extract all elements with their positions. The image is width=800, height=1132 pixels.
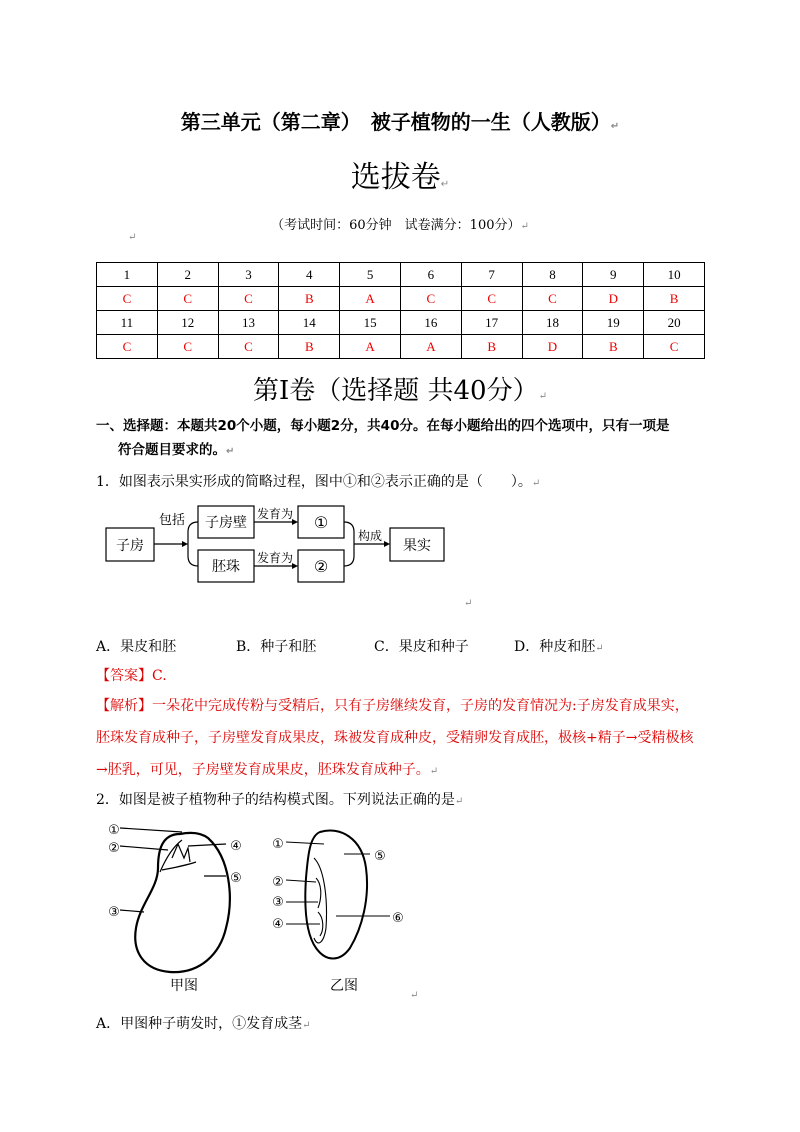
- fruit-formation-diagram: [100, 498, 460, 588]
- answer-table-cell: 2: [157, 263, 218, 287]
- subtitle-text: 选拔卷: [350, 160, 441, 195]
- blank-2: ②: [313, 557, 329, 576]
- answer-table-cell: 3: [218, 263, 279, 287]
- ovary-wall-label: 子房壁: [205, 515, 247, 531]
- answer-table-answer-row: [97, 287, 705, 311]
- answer-table-cell: 15: [340, 311, 401, 335]
- document-subtitle: 选拔卷↵: [350, 160, 450, 195]
- answer-table-cell: C: [97, 335, 158, 359]
- answer-table-cell: B: [461, 335, 522, 359]
- answer-table-cell: 4: [279, 263, 340, 287]
- answer-table-cell: C: [97, 287, 158, 311]
- answer-table-cell: C: [218, 287, 279, 311]
- answer-table-cell: 1: [97, 263, 158, 287]
- answer-table-cell: 7: [461, 263, 522, 287]
- q1-analysis-line-2: 胚珠发育成种子，子房壁发育成果皮，珠被发育成种皮，受精卵发育成胚，极核+精子→受精极核: [96, 730, 694, 746]
- answer-table-cell: 11: [97, 311, 158, 335]
- include-label: 包括: [158, 513, 186, 528]
- left-label-4: ④: [230, 839, 242, 854]
- left-label-2: ②: [108, 841, 120, 856]
- answer-table-answer-row: [97, 335, 705, 359]
- section-title-text: 第Ⅰ卷（选择题 共40分）: [252, 376, 539, 406]
- answer-table-cell: A: [340, 287, 401, 311]
- answer-table-cell: A: [400, 335, 461, 359]
- right-label-1: ①: [272, 837, 284, 852]
- q1-stem: 1．如图表示果实形成的简略过程，图中①和②表示正确的是（ ）。↵: [96, 474, 541, 490]
- left-label-1: ①: [108, 823, 120, 838]
- exam-info-text: （考试时间：60分钟 试卷满分：100分）: [271, 218, 521, 233]
- answer-table-cell: C: [644, 335, 705, 359]
- answer-table-cell: B: [279, 335, 340, 359]
- develop-label-1: 发育为: [256, 507, 294, 521]
- left-label-5: ⑤: [230, 871, 242, 886]
- q1-option-d[interactable]: D．种皮和胚↵: [514, 639, 604, 655]
- q1-option-c[interactable]: C．果皮和种子: [374, 639, 469, 655]
- form-label: 构成: [357, 529, 383, 543]
- right-label-6: ⑥: [392, 911, 404, 926]
- answer-table-cell: 16: [400, 311, 461, 335]
- q2-option-a[interactable]: A．甲图种子萌发时，①发育成茎↵: [96, 1016, 311, 1032]
- document-title: 第三单元（第二章） 被子植物的一生（人教版）↵: [180, 110, 620, 134]
- answer-table-cell: 6: [400, 263, 461, 287]
- answer-table-number-row: [97, 311, 705, 335]
- answer-table-cell: C: [461, 287, 522, 311]
- answer-table-cell: 19: [583, 311, 644, 335]
- paragraph-mark: ↵: [410, 990, 419, 1001]
- instruction-line-2: 符合题目要求的。↵: [118, 442, 235, 458]
- q1-option-a[interactable]: A．果皮和胚: [96, 639, 177, 655]
- q1-analysis-line-1: 【解析】一朵花中完成传粉与受精后，只有子房继续发育，子房的发育情况为:子房发育成果实，: [96, 698, 689, 714]
- answer-table-cell: 9: [583, 263, 644, 287]
- seed-structure-figure: [100, 818, 420, 996]
- left-label-3: ③: [108, 905, 120, 920]
- exam-info: （考试时间：60分钟 试卷满分：100分）↵: [271, 218, 529, 233]
- ovule-label: 胚珠: [212, 559, 240, 575]
- answer-table-cell: B: [279, 287, 340, 311]
- answer-table-cell: C: [157, 335, 218, 359]
- right-label-2: ②: [272, 875, 284, 890]
- paragraph-mark: ↵: [464, 598, 473, 609]
- answer-table-cell: C: [400, 287, 461, 311]
- answer-table-cell: C: [218, 335, 279, 359]
- left-caption: 甲图: [170, 978, 198, 994]
- answer-table-cell: 17: [461, 311, 522, 335]
- fruit-label: 果实: [403, 538, 431, 554]
- answer-table-cell: C: [157, 287, 218, 311]
- answer-table-cell: 12: [157, 311, 218, 335]
- instruction-line-1: 一、选择题：本题共20个小题，每小题2分，共40分。在每小题给出的四个选项中，只有一项是: [96, 418, 670, 434]
- answer-table-cell: 10: [644, 263, 705, 287]
- answer-table-cell: 18: [522, 311, 583, 335]
- answer-table-cell: 8: [522, 263, 583, 287]
- q1-option-b[interactable]: B．种子和胚: [236, 639, 317, 655]
- section-title: 第Ⅰ卷（选择题 共40分）↵: [252, 376, 547, 406]
- blank-1: ①: [313, 513, 329, 532]
- answer-table-cell: D: [522, 335, 583, 359]
- answer-table-cell: 13: [218, 311, 279, 335]
- title-text: 第三单元（第二章） 被子植物的一生（人教版）: [180, 110, 611, 134]
- right-label-5: ⑤: [374, 849, 386, 864]
- answer-table-number-row: [97, 263, 705, 287]
- paragraph-mark: ↵: [128, 232, 137, 243]
- answer-table-cell: A: [340, 335, 401, 359]
- q1-analysis-line-3: →胚乳，可见，子房壁发育成果皮，胚珠发育成种子。↵: [96, 762, 439, 778]
- answer-table-cell: C: [522, 287, 583, 311]
- right-label-3: ③: [272, 895, 284, 910]
- answer-table-cell: B: [583, 335, 644, 359]
- answer-table-cell: 20: [644, 311, 705, 335]
- answer-table: [96, 262, 705, 359]
- ovary-label: 子房: [116, 538, 144, 554]
- answer-table-cell: 5: [340, 263, 401, 287]
- right-caption: 乙图: [330, 978, 358, 994]
- right-label-4: ④: [272, 917, 284, 932]
- develop-label-2: 发育为: [256, 551, 294, 565]
- q1-answer: 【答案】C.: [96, 668, 167, 684]
- q2-stem: 2．如图是被子植物种子的结构模式图。下列说法正确的是↵: [96, 792, 464, 808]
- answer-table-cell: B: [644, 287, 705, 311]
- answer-table-cell: D: [583, 287, 644, 311]
- answer-table-cell: 14: [279, 311, 340, 335]
